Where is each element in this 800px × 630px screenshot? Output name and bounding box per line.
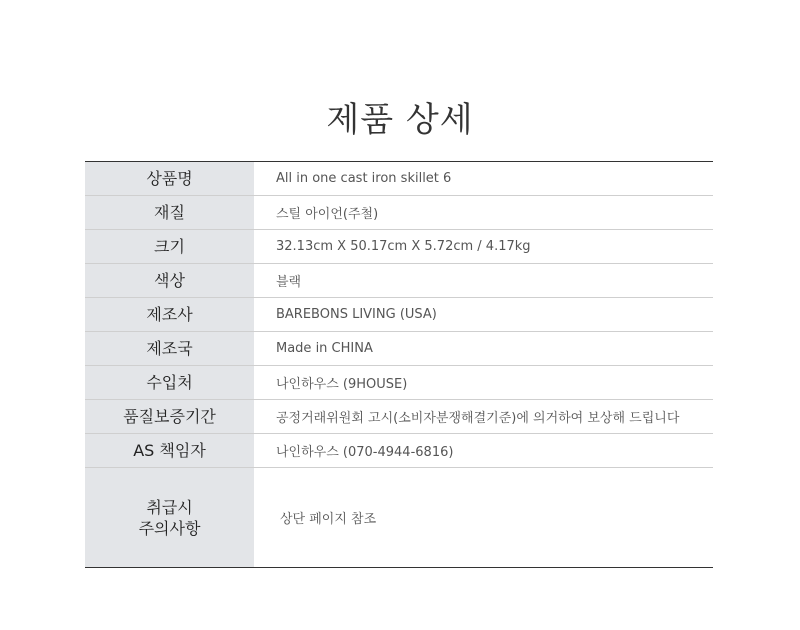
spec-value: 스틸 아이언(주철) [276,207,379,222]
spec-value: 32.13cm X 50.17cm X 5.72cm / 4.17kg [276,239,531,254]
spec-row-product-name [85,162,713,196]
spec-value: 나인하우스 (9HOUSE) [276,377,408,392]
spec-label: 제조사 [85,298,254,332]
spec-value: 블랙 [276,275,302,290]
spec-row-size [85,230,713,264]
spec-label-line: 취급시 [146,497,193,517]
spec-label: 제조국 [85,332,254,366]
spec-label: 크기 [85,230,254,264]
spec-label: 품질보증기간 [85,400,254,434]
spec-row-as-contact [85,434,713,468]
spec-label [85,468,254,568]
spec-row-importer [85,366,713,400]
spec-value: 나인하우스 (070-4944-6816) [276,445,454,460]
spec-label: 색상 [85,264,254,298]
spec-label: 재질 [85,196,254,230]
spec-row-material [85,196,713,230]
spec-label: AS 책임자 [85,434,254,468]
spec-label-line: 주의사항 [138,518,201,538]
spec-label: 상품명 [85,162,254,196]
spec-value: All in one cast iron skillet 6 [276,171,452,186]
spec-row-color [85,264,713,298]
product-spec-table [85,161,713,568]
spec-row-manufacturer [85,298,713,332]
spec-value: BAREBONS LIVING (USA) [276,307,437,322]
page-title: 제품 상세 [326,100,474,140]
spec-value: 상단 페이지 참조 [280,512,377,527]
spec-label: 수입처 [85,366,254,400]
spec-row-handling-notes [85,468,713,568]
spec-value: Made in CHINA [276,341,373,356]
spec-row-warranty [85,400,713,434]
spec-row-country [85,332,713,366]
spec-value: 공정거래위원회 고시(소비자분쟁해결기준)에 의거하여 보상해 드립니다 [276,411,680,426]
